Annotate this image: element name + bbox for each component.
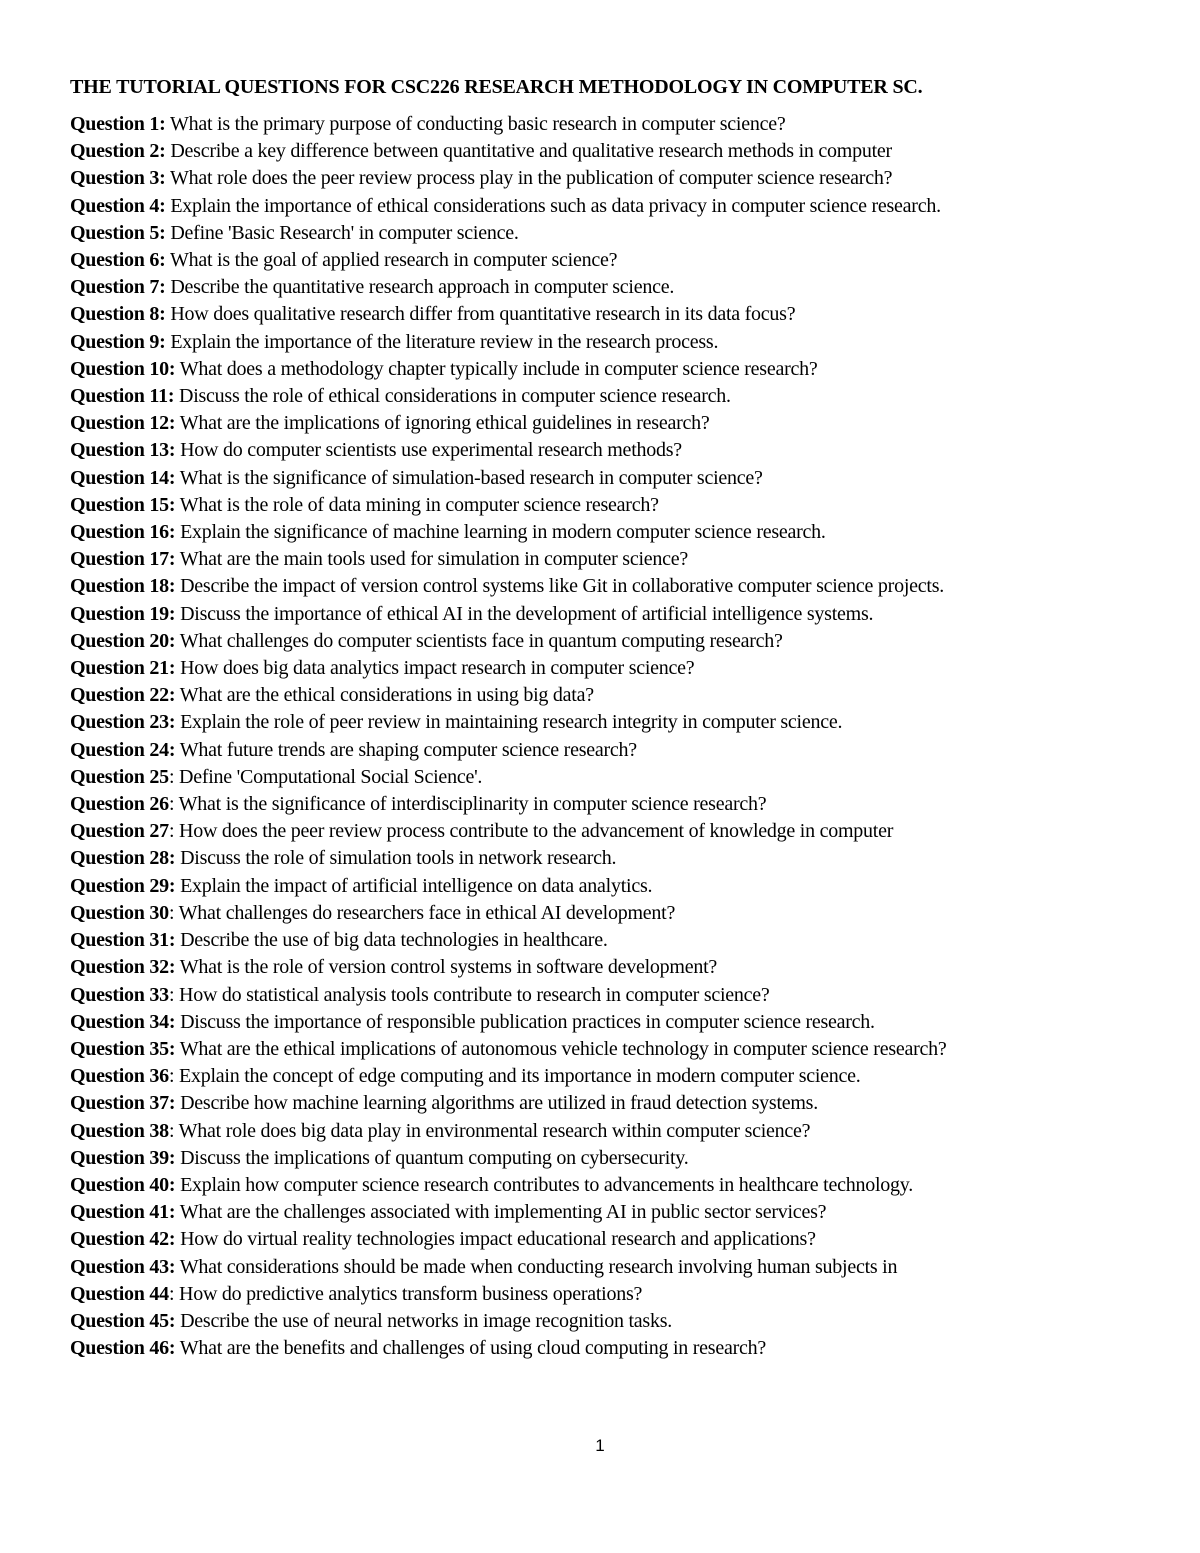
question-label: Question 42: [70, 1228, 176, 1251]
question-label: Question 24: [70, 738, 176, 761]
question-text: Discuss the importance of ethical AI in the development of artificial intelligence systems. [175, 602, 874, 625]
question-item [70, 519, 1128, 546]
question-item [70, 138, 1128, 165]
question-item [70, 927, 1128, 954]
question-text: What does a methodology chapter typically include in computer science research? [175, 357, 818, 380]
question-item [70, 791, 1128, 818]
question-label: Question 15: [70, 493, 176, 516]
question-item [70, 655, 1128, 682]
question-item [70, 1199, 1128, 1226]
question-label: Question 29: [70, 874, 176, 897]
question-label: Question 9: [70, 330, 166, 353]
question-label: Question 21: [70, 657, 176, 680]
question-label: Question 3: [70, 167, 166, 190]
question-item [70, 465, 1128, 492]
question-text: Discuss the implications of quantum computing on cybersecurity. [175, 1146, 689, 1169]
question-text: What are the ethical considerations in using big data? [175, 684, 594, 707]
question-text: How does big data analytics impact research in computer science? [175, 657, 695, 680]
question-label: Question 13: [70, 439, 176, 462]
question-label: Question 28: [70, 847, 176, 870]
question-text: Define 'Basic Research' in computer science. [165, 221, 519, 244]
question-label: Question 41: [70, 1201, 176, 1224]
question-label: Question 40: [70, 1173, 176, 1196]
question-text: What are the ethical implications of autonomous vehicle technology in computer science research? [175, 1037, 947, 1060]
question-item [70, 329, 1128, 356]
question-item [70, 628, 1128, 655]
question-item [70, 1281, 1128, 1308]
question-label: Question 34: [70, 1010, 176, 1033]
question-text: Describe the use of neural networks in image recognition tasks. [175, 1309, 672, 1332]
question-text: Explain how computer science research contributes to advancements in healthcare technology. [175, 1173, 913, 1196]
question-item [70, 709, 1128, 736]
question-text: Describe the impact of version control systems like Git in collaborative computer science projects. [175, 575, 944, 598]
question-text: What is the role of version control systems in software development? [175, 956, 718, 979]
question-text: : What is the significance of interdisciplinarity in computer science research? [168, 793, 767, 816]
question-label: Question 30 [70, 901, 169, 924]
question-label: Question 4: [70, 194, 166, 217]
question-label: Question 46: [70, 1337, 176, 1360]
question-item [70, 601, 1128, 628]
question-text: What challenges do computer scientists face in quantum computing research? [175, 629, 783, 652]
question-text: Describe the quantitative research approach in computer science. [165, 276, 675, 299]
question-text: Discuss the role of ethical considerations in computer science research. [174, 385, 731, 408]
question-label: Question 31: [70, 929, 176, 952]
question-item [70, 1172, 1128, 1199]
question-text: Explain the importance of ethical considerations such as data privacy in computer science research. [165, 194, 941, 217]
question-label: Question 23: [70, 711, 176, 734]
page-title: THE TUTORIAL QUESTIONS FOR CSC226 RESEARCH METHODOLOGY IN COMPUTER SC. [70, 76, 923, 98]
question-label: Question 37: [70, 1092, 176, 1115]
question-text: Explain the role of peer review in maintaining research integrity in computer science. [175, 711, 843, 734]
question-item [70, 410, 1128, 437]
question-label: Question 20: [70, 629, 176, 652]
question-label: Question 1: [70, 113, 166, 135]
question-label: Question 18: [70, 575, 176, 598]
question-label: Question 12: [70, 412, 176, 435]
question-text: What considerations should be made when conducting research involving human subjects in [175, 1255, 898, 1278]
question-label: Question 32: [70, 956, 176, 979]
question-item [70, 1036, 1128, 1063]
question-item [70, 1063, 1128, 1090]
question-label: Question 26 [70, 793, 169, 816]
question-label: Question 27 [70, 820, 169, 843]
question-text: Explain the significance of machine learning in modern computer science research. [175, 521, 826, 544]
question-label: Question 6: [70, 249, 166, 272]
question-text: Describe a key difference between quantitative and qualitative research methods in computer [165, 140, 892, 163]
question-text: Describe the use of big data technologies in healthcare. [175, 929, 608, 952]
question-item [70, 165, 1128, 192]
question-label: Question 35: [70, 1037, 176, 1060]
question-item [70, 845, 1128, 872]
question-item [70, 1145, 1128, 1172]
question-item [70, 982, 1128, 1009]
question-item [70, 111, 1128, 138]
question-item [70, 737, 1128, 764]
question-item [70, 682, 1128, 709]
question-text: : What role does big data play in environmental research within computer science? [168, 1119, 811, 1142]
question-text: How do computer scientists use experimental research methods? [175, 439, 682, 462]
question-label: Question 45: [70, 1309, 176, 1332]
question-item [70, 873, 1128, 900]
question-text: : How do predictive analytics transform business operations? [168, 1282, 643, 1305]
question-label: Question 10: [70, 357, 176, 380]
question-item [70, 573, 1128, 600]
question-item [70, 900, 1128, 927]
question-text: Describe how machine learning algorithms are utilized in fraud detection systems. [175, 1092, 818, 1115]
question-item [70, 1090, 1128, 1117]
page-number: 1 [595, 1436, 605, 1455]
question-item [70, 492, 1128, 519]
question-label: Question 36 [70, 1065, 169, 1088]
question-item [70, 1118, 1128, 1145]
question-text: What are the benefits and challenges of using cloud computing in research? [175, 1337, 767, 1360]
question-item [70, 1335, 1128, 1362]
question-item [70, 356, 1128, 383]
question-text: What is the goal of applied research in computer science? [165, 249, 618, 272]
question-item [70, 274, 1128, 301]
question-text: Explain the importance of the literature review in the research process. [165, 330, 719, 353]
question-text: : Explain the concept of edge computing and its importance in modern computer science. [168, 1065, 861, 1088]
question-item [70, 1226, 1128, 1253]
question-text: What is the primary purpose of conducting basic research in computer science? [165, 113, 786, 135]
question-label: Question 19: [70, 602, 176, 625]
question-label: Question 33 [70, 983, 169, 1006]
question-label: Question 11: [70, 385, 175, 408]
question-text: Discuss the role of simulation tools in network research. [175, 847, 617, 870]
question-text: : How does the peer review process contribute to the advancement of knowledge in computer [168, 820, 894, 843]
question-item [70, 1308, 1128, 1335]
question-item [70, 437, 1128, 464]
question-text: What is the role of data mining in computer science research? [175, 493, 659, 516]
question-item [70, 247, 1128, 274]
question-text: What are the challenges associated with implementing AI in public sector services? [175, 1201, 827, 1224]
question-label: Question 16: [70, 521, 176, 544]
question-list [70, 111, 1128, 1362]
question-text: What are the implications of ignoring ethical guidelines in research? [175, 412, 710, 435]
question-text: What role does the peer review process play in the publication of computer science research? [165, 167, 893, 190]
question-text: How do virtual reality technologies impact educational research and applications? [175, 1228, 816, 1251]
question-item [70, 383, 1128, 410]
question-item [70, 193, 1128, 220]
question-item [70, 818, 1128, 845]
question-label: Question 43: [70, 1255, 176, 1278]
question-text: : How do statistical analysis tools contribute to research in computer science? [168, 983, 770, 1006]
question-item [70, 546, 1128, 573]
question-text: Discuss the importance of responsible publication practices in computer science research. [175, 1010, 875, 1033]
question-text: Explain the impact of artificial intelligence on data analytics. [175, 874, 653, 897]
question-label: Question 17: [70, 548, 176, 571]
question-label: Question 38 [70, 1119, 169, 1142]
question-item [70, 1254, 1128, 1281]
question-label: Question 2: [70, 140, 166, 163]
question-item [70, 1009, 1128, 1036]
question-text: : What challenges do researchers face in ethical AI development? [168, 901, 676, 924]
question-item [70, 954, 1128, 981]
question-label: Question 7: [70, 276, 166, 299]
question-label: Question 25 [70, 765, 169, 788]
question-text: What is the significance of simulation-based research in computer science? [175, 466, 763, 489]
question-label: Question 39: [70, 1146, 176, 1169]
question-text: : Define 'Computational Social Science'. [168, 765, 483, 788]
question-label: Question 22: [70, 684, 176, 707]
question-item [70, 301, 1128, 328]
question-label: Question 14: [70, 466, 176, 489]
question-label: Question 8: [70, 303, 166, 326]
question-label: Question 5: [70, 221, 166, 244]
question-item [70, 764, 1128, 791]
question-item [70, 220, 1128, 247]
question-text: How does qualitative research differ from quantitative research in its data focus? [165, 303, 796, 326]
question-label: Question 44 [70, 1282, 169, 1305]
question-text: What future trends are shaping computer science research? [175, 738, 637, 761]
question-text: What are the main tools used for simulation in computer science? [175, 548, 689, 571]
